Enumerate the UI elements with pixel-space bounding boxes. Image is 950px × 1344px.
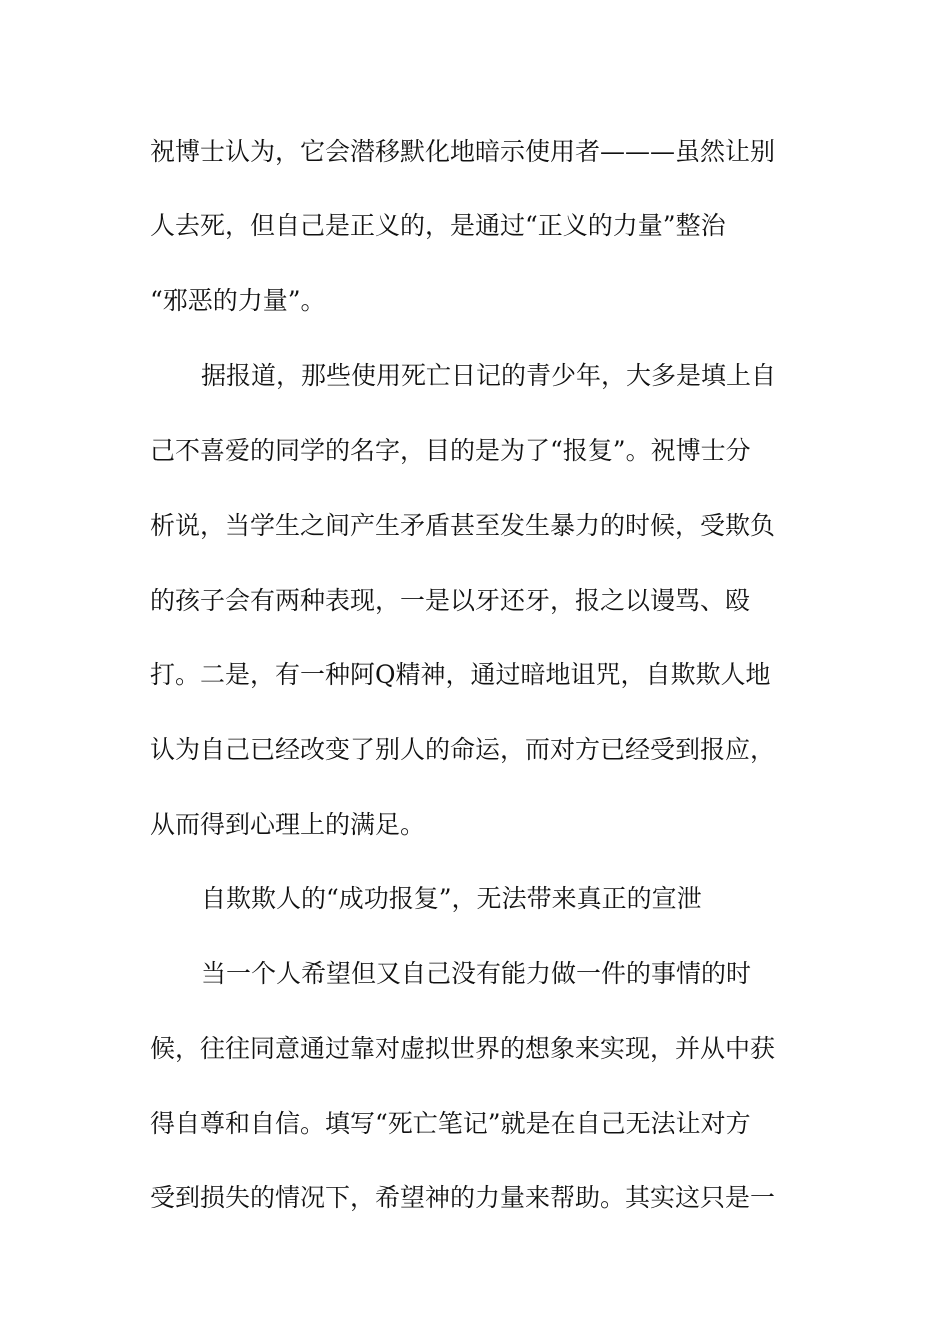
text-line [0,879,950,919]
text-line [0,132,950,172]
text-line-content: 当一个人希望但又自己没有能力做一件的事情的时 [201,959,752,988]
text-line-content: 从而得到心理上的满足。 [150,810,426,839]
text-line [0,506,950,546]
text-line [0,730,950,770]
text-line [0,954,950,994]
text-line [0,1178,950,1218]
text-line [0,206,950,246]
text-line [0,281,950,321]
text-line [0,431,950,471]
text-line [0,655,950,695]
text-line-content: “邪恶的力量”。 [150,286,326,315]
text-line-content: 候，往往同意通过靠对虚拟世界的想象来实现，并从中获 [150,1034,776,1063]
text-line-content: 祝博士认为，它会潜移默化地暗示使用者———虽然让别 [150,137,776,166]
text-line-content: 人去死，但自己是正义的，是通过“正义的力量”整治 [150,211,726,240]
text-line-content: 自欺欺人的“成功报复”，无法带来真正的宣泄 [201,884,702,913]
text-line-content: 认为自己已经改变了别人的命运，而对方已经受到报应， [150,735,776,764]
text-line-content: 得自尊和自信。填写“死亡笔记”就是在自己无法让对方 [150,1109,751,1138]
text-line-content: 据报道，那些使用死亡日记的青少年，大多是填上自 [201,361,777,390]
text-line [0,805,950,845]
text-line-content: 的孩子会有两种表现，一是以牙还牙，报之以谩骂、殴 [150,586,751,615]
text-line [0,1104,950,1144]
text-line [0,356,950,396]
text-line [0,581,950,621]
text-line-content: 析说，当学生之间产生矛盾甚至发生暴力的时候，受欺负 [150,511,776,540]
text-line [0,1029,950,1069]
text-line-content: 己不喜爱的同学的名字，目的是为了“报复”。祝博士分 [150,436,751,465]
text-line-content: 受到损失的情况下，希望神的力量来帮助。其实这只是一 [150,1183,776,1212]
text-line-content: 打。二是，有一种阿Q精神，通过暗地诅咒，自欺欺人地 [150,660,771,689]
